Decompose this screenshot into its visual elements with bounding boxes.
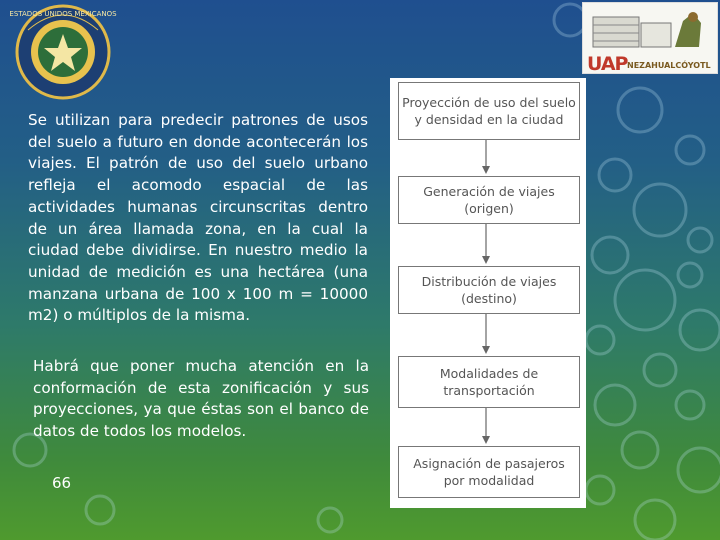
body-paragraph-1: Se utilizan para predecir patrones de usos del suelo a futuro en donde acontecerán los viajes. El patrón de uso del suelo urbano refleja el acomodo espacial de las actividades humanas circunscritas dentro de un área llamada zona, en la cual la ciudad debe dividirse. En nuestro medio la unidad de medición es una hectárea (una manzana urbana de 100 x 100 m = 10000 m2) o múltiplos de la misma. [28,111,368,325]
uap-logo-subtext: NEZAHUALCÓYOTL [627,61,711,70]
svg-text:ESTADOS UNIDOS MEXICANOS: ESTADOS UNIDOS MEXICANOS [9,10,117,18]
flow-step-label: Asignación de pasajeros por modalidad [413,456,565,488]
flow-step-trip-generation [398,176,580,224]
flow-diagram [390,78,586,508]
body-paragraph-2: Habrá que poner mucha atención en la conformación de esta zonificación y sus proyecciones, ya que éstas son el banco de datos de todos los modelos. [33,357,369,441]
uap-logo-text: UAP [587,53,628,75]
building-icon [583,3,717,53]
flow-step-label: Generación de viajes (origen) [423,184,555,216]
flow-step-transport-modes [398,356,580,408]
flow-step-label: Proyección de uso del suelo y densidad en la ciudad [402,95,576,127]
uap-nezahualcoyotl-logo [582,2,718,74]
flow-step-trip-distribution [398,266,580,314]
flow-step-label: Distribución de viajes (destino) [421,274,557,306]
flow-step-label: Modalidades de transportación [439,366,539,398]
flow-step-land-use-projection [398,82,580,140]
university-seal-logo [8,2,118,102]
page-number: 66 [52,474,72,492]
flow-step-passenger-assignment [398,446,580,498]
